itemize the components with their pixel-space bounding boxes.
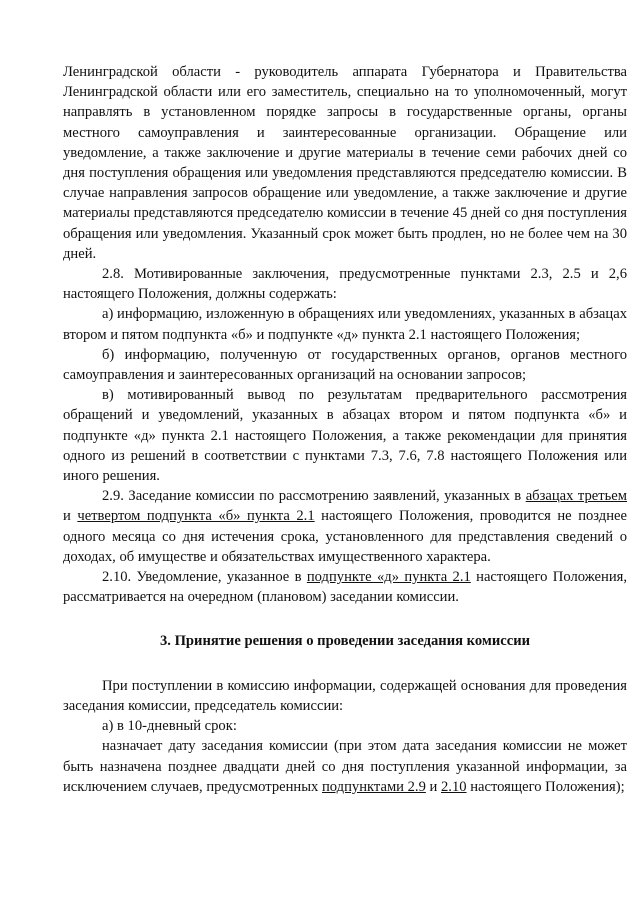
text-segment: назначает дату заседания комиссии (при этом дата заседания комиссии не может быть назначена позднее двадцати дней со дня поступления указанной информации, за исключением случаев, предусмотренных <box>63 738 627 795</box>
paragraph-2-10 <box>63 567 627 607</box>
paragraph-section-3-intro: При поступлении в комиссию информации, содержащей основания для проведения заседания комиссии, председатель комиссии: <box>63 677 627 714</box>
text-segment: настоящего Положения, рассматривается на очередном (плановом) заседании комиссии. <box>63 569 628 606</box>
link-2-10[interactable]: 2.10 <box>441 778 467 795</box>
paragraph-2-8-v: в) мотивированный вывод по результатам предварительного рассмотрения обращений и уведомлений, указанных в абзацах втором и пятом подпункта «б» и подпункте «д» пункта 2.1 настоящего Положения, а также рекомендации для принятия одного из решений в соответствии с пунктами 7.3, 7.6, 7.8 настоящего Положения или иного решения. <box>63 387 627 485</box>
paragraph-2-8: 2.8. Мотивированные заключения, предусмотренные пунктами 2.3, 2.5 и 2,6 настоящего Положения, должны содержать: <box>63 266 627 303</box>
text-segment: и <box>425 778 441 795</box>
document-page <box>63 62 627 797</box>
text-segment: 2.9. Заседание комиссии по рассмотрению заявлений, указанных в <box>102 488 526 505</box>
paragraph-section-3-date <box>63 736 627 797</box>
paragraph-2-8-a: а) информацию, изложенную в обращениях или уведомлениях, указанных в абзацах втором и пятом подпункта «б» и подпункте «д» пункта 2.1 настоящего Положения; <box>63 306 627 343</box>
paragraph-continuation: Ленинградской области - руководитель аппарата Губернатора и Правительства Ленинградской области или его заместитель, специально на то уполномоченный, могут направлять в установленном порядке запросы в государственные органы, органы местного самоуправления и заинтересованные организации. Обращение или уведомление, а также заключение и другие материалы в течение семи рабочих дней со дня поступления обращения или уведомления представляются председателю комиссии. В случае направления запросов обращение или уведомление, а также заключение и другие материалы представляются председателю комиссии в течение 45 дней со дня поступления обращения или уведомления. Указанный срок может быть продлен, но не более чем на 30 дней. <box>63 64 627 262</box>
text-segment: настоящего Положения, проводится не позднее одного месяца со дня истечения срока, установленного для представления сведений о доходах, об имуществе и обязательствах имущественного характера. <box>63 508 627 565</box>
text-segment: 2.10. Уведомление, указанное в <box>102 569 307 586</box>
section-heading: 3. Принятие решения о проведении заседания комиссии <box>159 633 531 650</box>
link-podpunktami-2-9[interactable]: подпунктами 2.9 <box>321 778 426 795</box>
text-segment: настоящего Положения); <box>466 778 625 795</box>
link-podpunkte-d[interactable]: подпункте «д» пункта 2.1 <box>306 569 471 586</box>
link-chetvertom-podpunkta[interactable]: четвертом подпункта «б» пункта 2.1 <box>77 508 315 525</box>
paragraph-2-9 <box>63 486 627 567</box>
link-abzatsy-tretiem[interactable]: абзацах третьем <box>525 488 627 505</box>
text-segment: и <box>63 508 78 525</box>
paragraph-section-3-a: а) в 10-дневный срок: <box>102 718 237 735</box>
paragraph-2-8-b: б) информацию, полученную от государственных органов, органов местного самоуправления и заинтересованных организаций на основании запросов; <box>63 346 627 384</box>
